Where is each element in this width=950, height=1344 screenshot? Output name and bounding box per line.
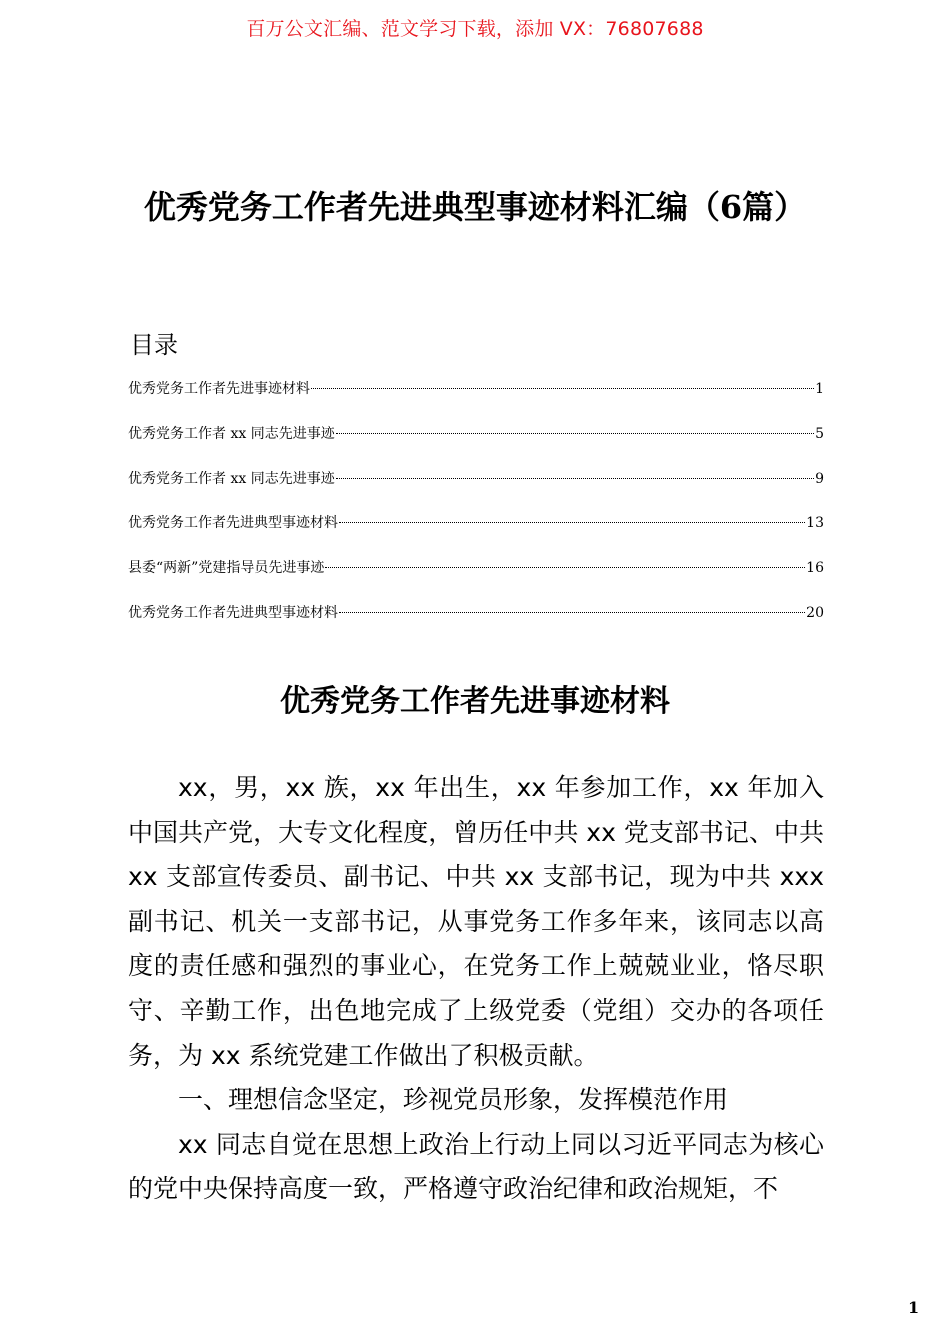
- section-title: 优秀党务工作者先进事迹材料: [280, 684, 670, 719]
- body-paragraph: xx 同志自觉在思想上政治上行动上同以习近平同志为核心的党中央保持高度一致，严格遵守政治纪律和政治规矩，不: [128, 1129, 824, 1204]
- subsection-heading: 一、理想信念坚定，珍视党员形象，发挥模范作用: [178, 1085, 729, 1115]
- page-number: 1: [908, 1298, 920, 1317]
- toc-leader-dots: [336, 478, 814, 479]
- watermark-banner: 百万公文汇编、范文学习下载，添加 VX：76807688: [246, 18, 704, 40]
- toc-entry[interactable]: [128, 557, 824, 602]
- toc-entry-page: 5: [815, 425, 824, 442]
- toc-entry[interactable]: [128, 468, 824, 513]
- toc-entry[interactable]: [128, 423, 824, 468]
- toc-entry-title: 优秀党务工作者先进事迹材料: [128, 381, 310, 397]
- toc-leader-dots: [336, 433, 814, 434]
- toc-entry[interactable]: [128, 378, 824, 423]
- toc-entry-title: 优秀党务工作者 xx 同志先进事迹: [128, 425, 335, 442]
- toc-leader-dots: [311, 388, 814, 389]
- toc-heading: 目录: [130, 331, 178, 359]
- toc-leader-dots: [339, 612, 805, 613]
- toc-leader-dots: [339, 522, 805, 523]
- toc-entry-page: 16: [806, 560, 824, 577]
- toc-entry-title: 县委“两新”党建指导员先进事迹: [128, 560, 325, 577]
- document-title: 优秀党务工作者先进典型事迹材料汇编（6篇）: [143, 188, 807, 226]
- toc-entry-title: 优秀党务工作者先进典型事迹材料: [128, 604, 338, 621]
- toc-entry-page: 1: [815, 381, 824, 397]
- toc-entry[interactable]: [128, 512, 824, 557]
- toc-entry-page: 13: [806, 515, 824, 532]
- section-body: [128, 766, 824, 1212]
- table-of-contents: [128, 378, 824, 647]
- toc-entry-page: 9: [815, 470, 824, 487]
- toc-entry[interactable]: [128, 602, 824, 647]
- toc-entry-page: 20: [806, 604, 824, 621]
- toc-entry-title: 优秀党务工作者先进典型事迹材料: [128, 515, 338, 532]
- toc-entry-title: 优秀党务工作者 xx 同志先进事迹: [128, 470, 335, 487]
- body-paragraph: xx，男，xx 族，xx 年出生，xx 年参加工作，xx 年加入中国共产党，大专文化程度，曾历任中共 xx 党支部书记、中共 xx 支部宣传委员、副书记、中共 xx 支部书记，现为中共 xxx 副书记、机关一支部书记，从事党务工作多年来，该同志以高度的责任感和强烈的事业心，在党务工作上兢兢业业，恪尽职守、辛勤工作，出色地完成了上级党委（党组）交办的各项任务，为 xx 系统党建工作做出了积极贡献。: [128, 773, 824, 1070]
- toc-leader-dots: [325, 567, 805, 568]
